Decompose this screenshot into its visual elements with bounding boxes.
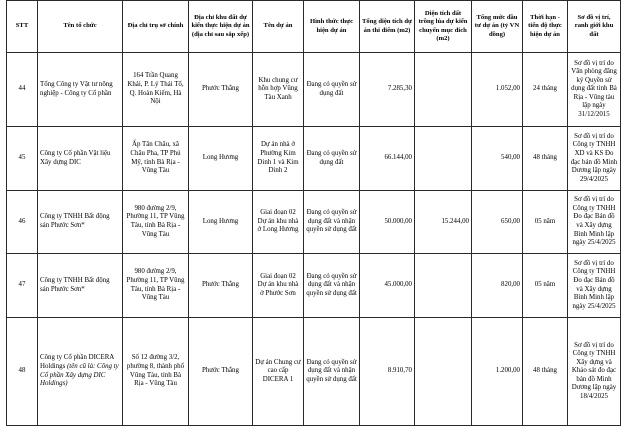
cell-map: Sơ đồ vị trí do Công ty TNHH Xây dựng và Khảo sát đo đạc bản đồ Minh Dương lập ngày 18/4/2025 xyxy=(568,318,621,426)
cell-org xyxy=(38,318,123,426)
cell-org xyxy=(38,191,123,254)
cell-loc: Phước Thắng xyxy=(189,318,253,426)
cell-invest: 1.052,00 xyxy=(472,53,523,127)
table-row xyxy=(7,254,621,318)
org-former-name: (tên cũ là: Công ty Cổ phần Xây dựng DIC Holdings) xyxy=(40,362,119,388)
cell-form: Đang có quyền sử dụng đất xyxy=(304,127,360,191)
cell-hq: 980 đường 2/9, Phường 11, TP Vũng Tàu, tỉnh Bà Rịa - Vũng Tàu xyxy=(123,254,189,318)
cell-project: Giai đoạn 02 Dự án khu nhà ở Long Hương xyxy=(253,191,304,254)
cell-loc: Phước Thắng xyxy=(189,254,253,318)
cell-form: Đang có quyền sử dụng đất và nhận quyền sử dụng đất xyxy=(304,318,360,426)
cell-duration: 05 năm xyxy=(523,254,568,318)
cell-hq: 164 Trần Quang Khải, P. Lý Thái Tổ, Q. Hoàn Kiếm, Hà Nội xyxy=(123,53,189,127)
cell-stt: 47 xyxy=(7,254,38,318)
table-row xyxy=(7,318,621,426)
cell-map: Sơ đồ vị trí do Công ty TNHH Đo đạc Bản đồ và Xây dựng Bình Minh lập ngày 25/4/2025 xyxy=(568,254,621,318)
cell-hq: 980 đường 2/9, Phường 11, TP Vũng Tàu, tỉnh Bà Rịa - Vũng Tàu xyxy=(123,191,189,254)
header-org: Tên tổ chức xyxy=(38,1,123,53)
cell-duration: 05 năm xyxy=(523,191,568,254)
cell-invest: 1.200,00 xyxy=(472,318,523,426)
cell-map: Sơ đồ vị trí do Công ty TNHH XD và KS Đo đạc bản đồ Minh Dương lập ngày 29/4/2025 xyxy=(568,127,621,191)
cell-org xyxy=(38,53,123,127)
cell-loc: Long Hương xyxy=(189,127,253,191)
header-hq: Địa chỉ trụ sở chính xyxy=(123,1,189,53)
cell-duration: 24 tháng xyxy=(523,53,568,127)
cell-total-area: 50.000,00 xyxy=(360,191,415,254)
cell-project: Dự án Chung cư cao cấp DICERA 1 xyxy=(253,318,304,426)
cell-invest: 820,00 xyxy=(472,254,523,318)
cell-form: Đang có quyền sử dụng đất xyxy=(304,53,360,127)
cell-form: Đang có quyền sử dụng đất và nhận quyền sử dụng đất xyxy=(304,254,360,318)
cell-hq: Số 12 đường 3/2, phường 8, thành phố Vũng Tàu, tỉnh Bà Rịa - Vũng Tàu xyxy=(123,318,189,426)
cell-project: Dự án nhà ở Phường Kim Dinh 1 và Kim Dinh 2 xyxy=(253,127,304,191)
cell-map: Sơ đồ vị trí do Văn phòng đăng ký Quyền sử dụng đất tỉnh Bà Rịa - Vũng tàu lập ngày 31/12/2015 xyxy=(568,53,621,127)
cell-total-area: 8.910,70 xyxy=(360,318,415,426)
cell-total-area: 7.285,30 xyxy=(360,53,415,127)
cell-conv-area xyxy=(415,127,472,191)
org-name: Công ty Cổ phần Vật liệu Xây dựng DIC xyxy=(40,149,111,166)
cell-duration: 48 tháng xyxy=(523,318,568,426)
header-row xyxy=(7,1,621,53)
cell-org xyxy=(38,254,123,318)
cell-stt: 48 xyxy=(7,318,38,426)
cell-hq: Ấp Tân Châu, xã Châu Pha, TP Phú Mỹ, tỉnh Bà Rịa - Vũng Tàu xyxy=(123,127,189,191)
header-form: Hình thức thực hiện dự án xyxy=(304,1,360,53)
cell-stt: 45 xyxy=(7,127,38,191)
header-total-area: Tổng diện tích dự án thi điểm (m2) xyxy=(360,1,415,53)
cell-project: Giai đoạn 02 Dự án khu nhà ở Phước Sơn xyxy=(253,254,304,318)
header-stt: STT xyxy=(7,1,38,53)
header-duration: Thời hạn - tiến độ thực hiện dự án xyxy=(523,1,568,53)
cell-project: Khu chung cư hỗn hợp Vũng Tàu Xanh xyxy=(253,53,304,127)
cell-stt: 44 xyxy=(7,53,38,127)
header-loc: Địa chỉ khu đất dự kiến thực hiện dự án (địa chỉ sau sắp xếp) xyxy=(189,1,253,53)
projects-table xyxy=(6,0,621,426)
cell-invest: 540,00 xyxy=(472,127,523,191)
cell-invest: 650,00 xyxy=(472,191,523,254)
cell-loc: Long Hương xyxy=(189,191,253,254)
org-name: Tổng Công ty Vật tư nông nghiệp - Công ty Cổ phần xyxy=(40,80,113,97)
org-name: Công ty TNHH Bất động sản Phước Sơn* xyxy=(40,213,110,229)
org-name: Công ty TNHH Bất động sản Phước Sơn* xyxy=(40,276,110,293)
header-conv-area: Diện tích đất trồng lúa dự kiến chuyển mục đích (m2) xyxy=(415,1,472,53)
cell-conv-area xyxy=(415,318,472,426)
table-row xyxy=(7,53,621,127)
table-row xyxy=(7,191,621,254)
cell-org xyxy=(38,127,123,191)
table-row xyxy=(7,127,621,191)
cell-conv-area xyxy=(415,53,472,127)
cell-stt: 46 xyxy=(7,191,38,254)
header-project: Tên dự án xyxy=(253,1,304,53)
org-name: Công ty Cổ phần DICERA Holdings xyxy=(40,354,114,370)
cell-map: Sơ đồ vị trí do Công ty TNHH Đo đạc Bản đồ và Xây dựng Bình Minh lập ngày 25/4/2025 xyxy=(568,191,621,254)
cell-total-area: 45.000,00 xyxy=(360,254,415,318)
header-invest: Tổng mức đầu tư dự án (tỷ VN đồng) xyxy=(472,1,523,53)
cell-duration: 48 tháng xyxy=(523,127,568,191)
cell-loc: Phước Thắng xyxy=(189,53,253,127)
header-map: Sơ đồ vị trí, ranh giới khu đất xyxy=(568,1,621,53)
cell-conv-area xyxy=(415,254,472,318)
cell-total-area: 66.144,00 xyxy=(360,127,415,191)
cell-conv-area: 15.244,00 xyxy=(415,191,472,254)
cell-form: Đang có quyền sử dụng đất và nhận quyền sử dụng đất xyxy=(304,191,360,254)
